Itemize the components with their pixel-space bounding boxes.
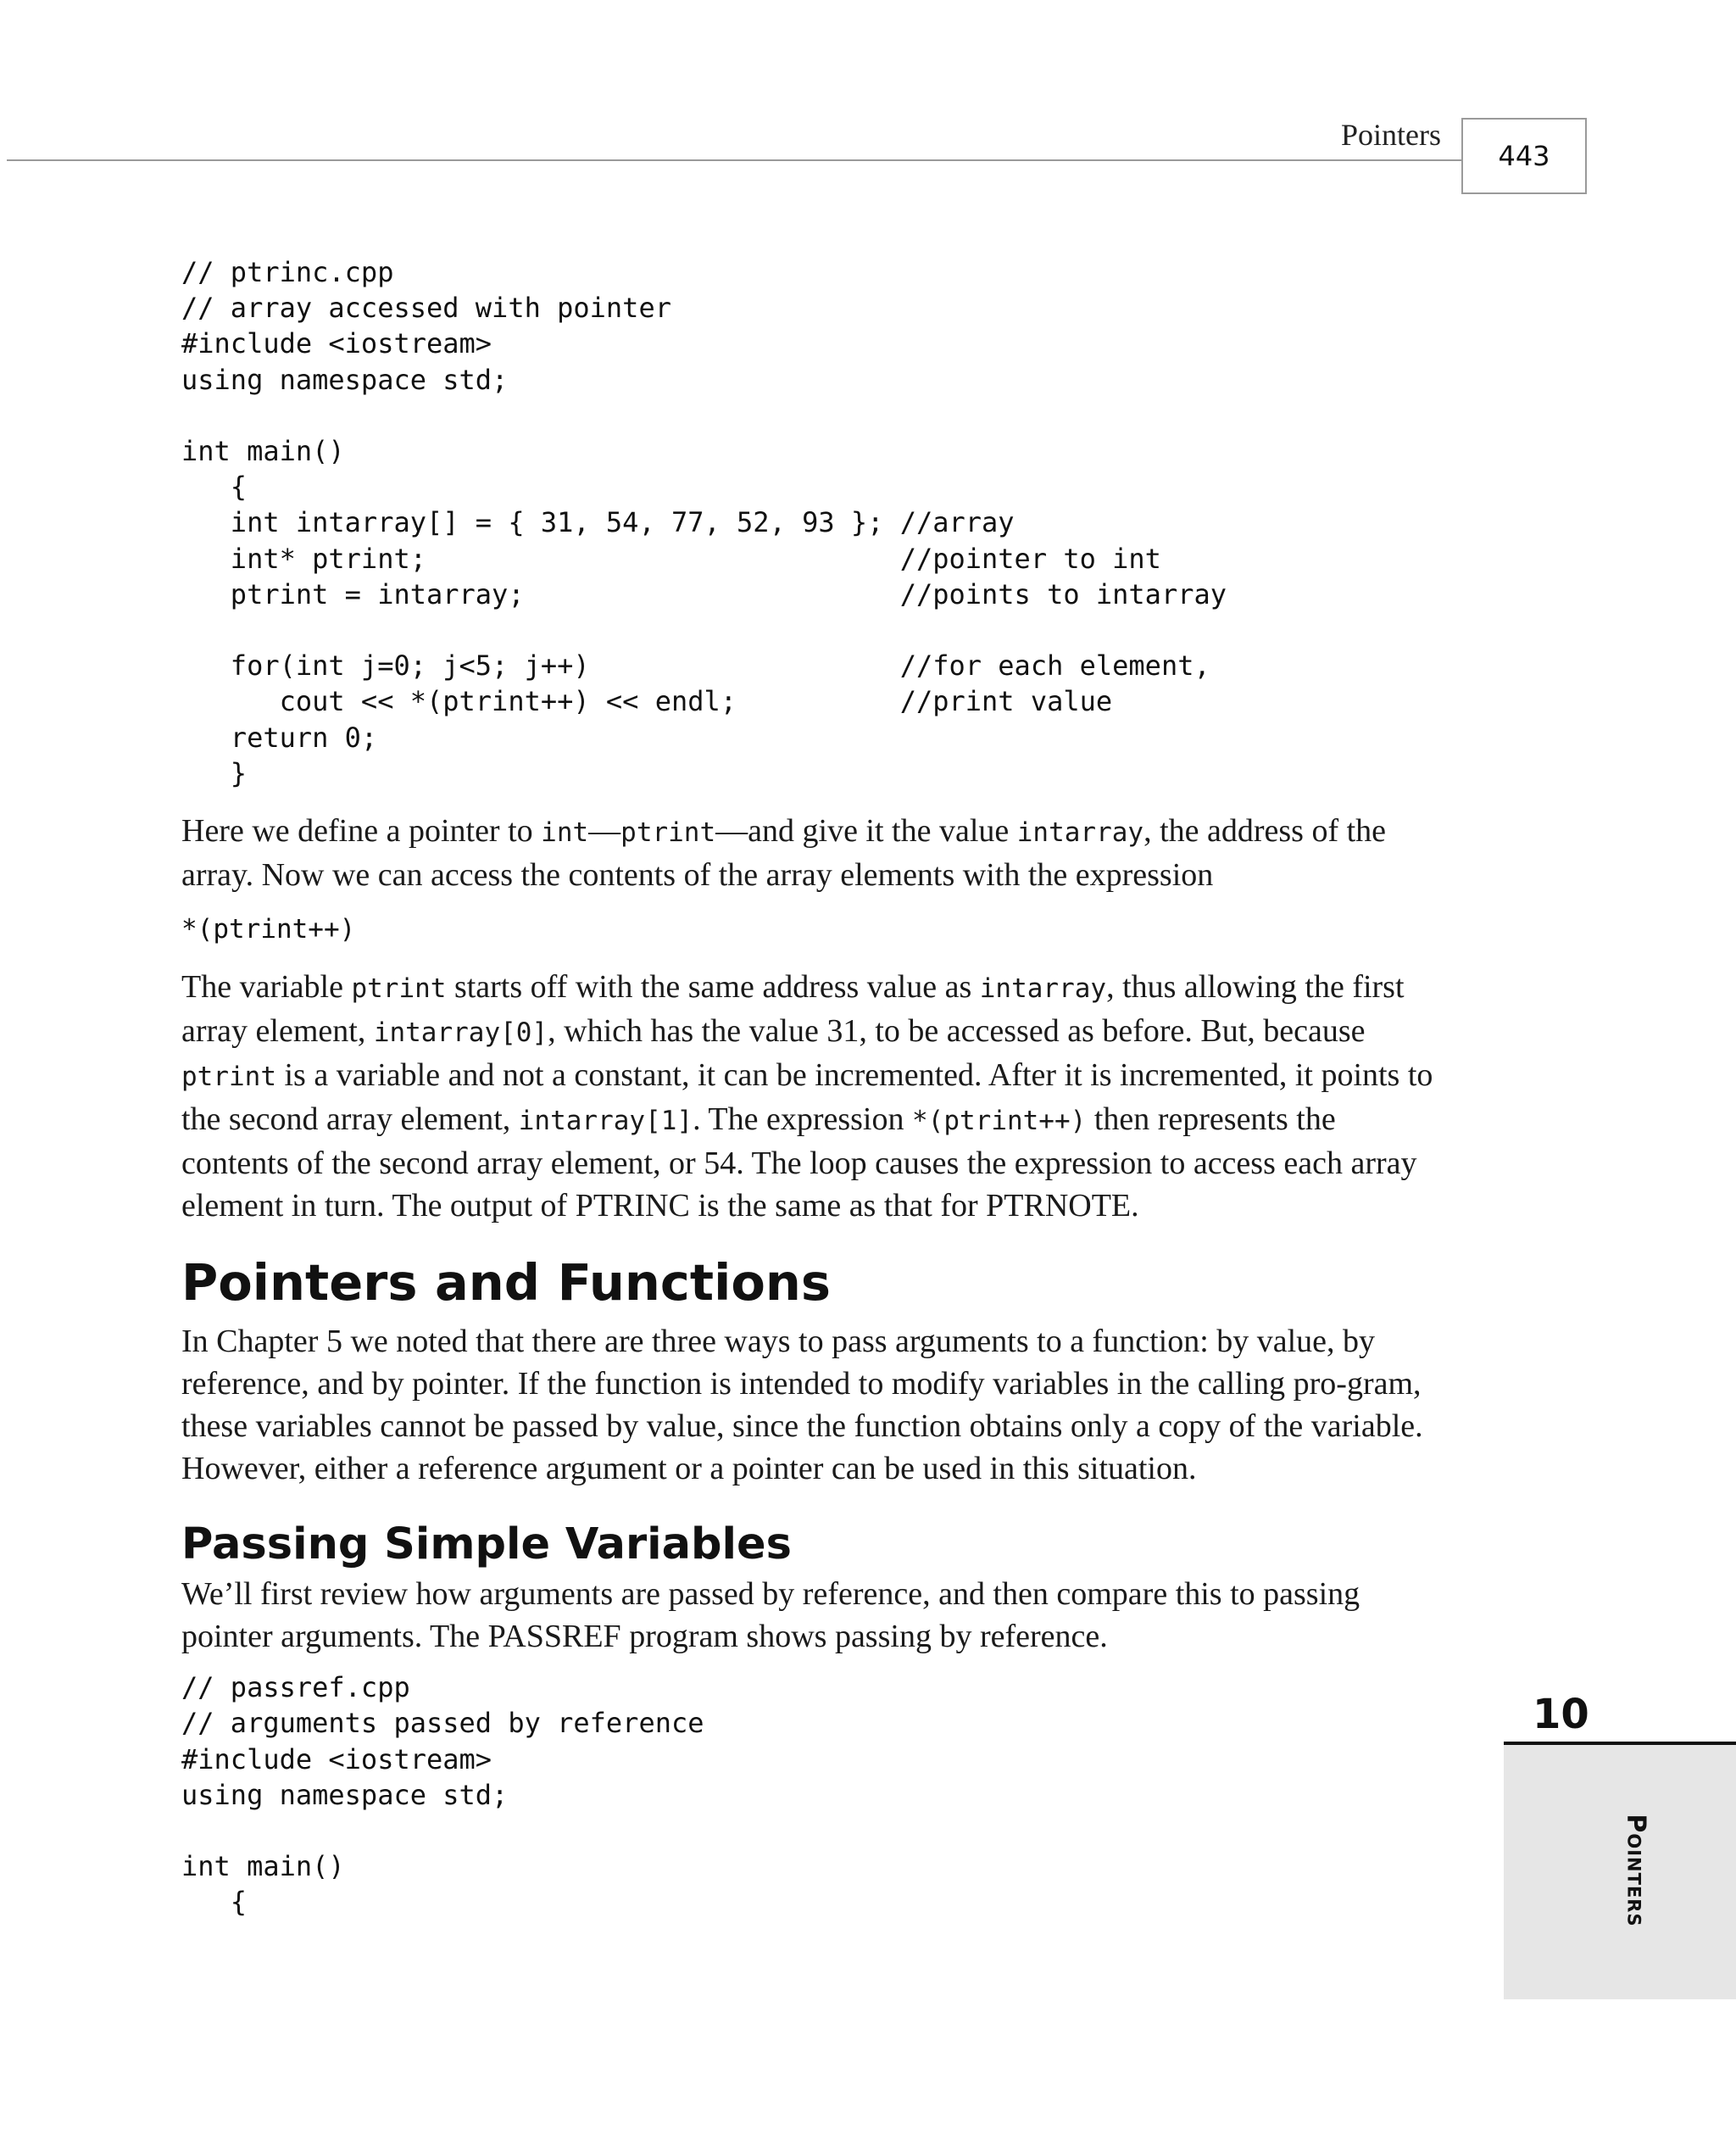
paragraph-pass-arguments: In Chapter 5 we noted that there are three ways to pass arguments to a function: by value, by reference, and by pointer. If the function is intended to modify variables in the calling pro-gram, these variables cannot be passed by value, since the function obtains only a copy of the variable. However, either a reference argument or a pointer can be used in this situation.	[181, 1324, 1423, 1487]
paragraph-ptrint-increment: The variable ptrint starts off with the same address value as intarray, thus allowing the first array element, intarray[0], which has the value 31, to be accessed as before. But, because ptrint is a variable and not a constant, it can be incremented. After it is incremented, it points to the second array element, intarray[1]. The expression *(ptrint++) then represents the contents of the second array element, or 54. The loop causes the expression to access each array element in turn. The output of PTRINC is the same as that for PTRNOTE.	[181, 969, 1433, 1224]
chapter-number: 10	[1533, 1691, 1589, 1738]
code-listing-ptrinc: // ptrinc.cpp // array accessed with pointer #include <iostream> using namespace std; int main() { int intarray[] = { 31, 54, 77, 52, 93 }; //array int* ptrint; //pointer to int ptrint = intarray; //points to intarray for(int j=0; j<5; j++) //for each element, cout << *(ptrint++) << endl; //print value return 0; }	[181, 256, 1227, 789]
expression-ptrint: *(ptrint++)	[181, 914, 356, 945]
section-heading-pointers-and-functions: Pointers and Functions	[181, 1253, 831, 1313]
code-listing-passref: // passref.cpp // arguments passed by reference #include <iostream> using namespace std; int main() {	[181, 1671, 704, 1919]
subsection-heading-passing-simple-variables: Passing Simple Variables	[181, 1519, 792, 1570]
chapter-thumb-tab	[1504, 1745, 1736, 1999]
chapter-tab-label: Pointers	[1621, 1814, 1651, 1927]
page-content	[181, 254, 1436, 1920]
page-number: 443	[1461, 118, 1587, 194]
paragraph-passref-intro: We’ll first review how arguments are passed by reference, and then compare this to passing pointer arguments. The PASSREF program shows passing by reference.	[181, 1576, 1360, 1655]
paragraph-pointer-definition: Here we define a pointer to int—ptrint—and give it the value intarray, the address of the array. Now we can access the contents of the array elements with the expression	[181, 813, 1387, 894]
header-rule	[7, 159, 1461, 161]
running-head: Pointers	[1340, 118, 1441, 152]
